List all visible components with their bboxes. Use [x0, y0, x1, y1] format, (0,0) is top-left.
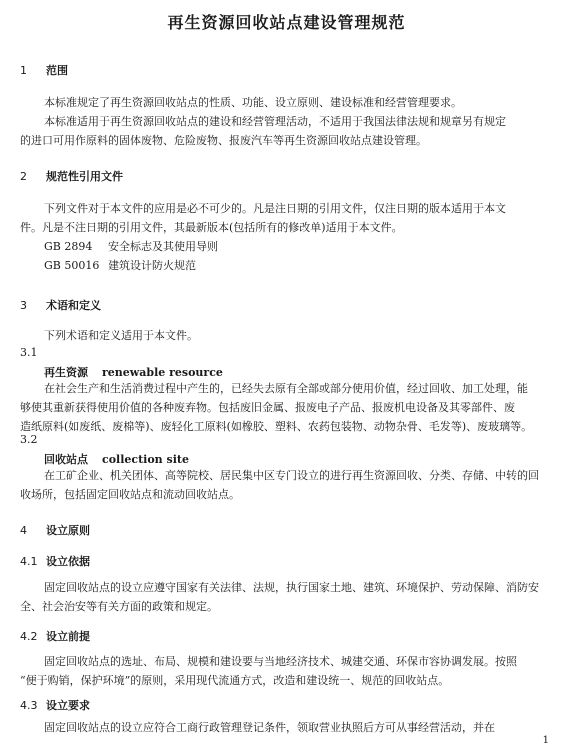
references-intro-paragraph: 下列文件对于本文件的应用是必不可少的。凡是注日期的引用文件，仅注日期的版本适用于本文 件。凡是不注日期的引用文件，其最新版本(包括所有的修改单)适用于本文件。	[20, 202, 506, 234]
term-heading: 再生资源 renewable resource	[44, 366, 223, 379]
term-heading: 回收站点 collection site	[44, 453, 189, 466]
basis-paragraph: 固定回收站点的设立应遵守国家有关法律、法规，执行国家土地、建筑、环境保护、劳动保障、消防安 全、社会治安等有关方面的政策和规定。	[20, 581, 539, 613]
term-number: 3.2	[20, 433, 38, 446]
subsection-heading-requirement: 4.3 设立要求	[20, 699, 90, 712]
section-heading-terms: 3 术语和定义	[20, 299, 101, 312]
term-definition: 在社会生产和生活消费过程中产生的，已经失去原有全部或部分使用价值，经过回收、加工处理，能 够使其重新获得使用价值的各种废弃物。包括废旧金属、报废电子产品、报废机电设备及其零部件、废 造纸原料(如废纸、废棉等)、废轻化工原料(如橡胶、塑料、农药包装物、动物杂骨、毛发等)、废玻璃等。	[20, 382, 533, 433]
section-heading-normative-references: 2 规范性引用文件	[20, 170, 123, 183]
term-definition: 在工矿企业、机关团体、高等院校、居民集中区专门设立的进行再生资源回收、分类、存储、中转的回 收场所，包括固定回收站点和流动回收站点。	[20, 469, 539, 501]
reference-item: GB 2894 安全标志及其使用导则	[44, 240, 218, 253]
term-number: 3.1	[20, 346, 38, 359]
premise-paragraph: 固定回收站点的选址、布局、规模和建设要与当地经济技术、城建交通、环保市容协调发展。按照 “便于购销，保护环境”的原则，采用现代流通方式，改造和建设统一、规范的回收站点。	[20, 655, 517, 687]
subsection-heading-premise: 4.2 设立前提	[20, 630, 90, 643]
reference-item: GB 50016 建筑设计防火规范	[44, 259, 196, 272]
scope-paragraph-2: 本标准适用于再生资源回收站点的建设和经营管理活动，不适用于我国法律法规和规章另有规定 的进口可用作原料的固体废物、危险废物、报废汽车等再生资源回收站点建设管理。	[20, 115, 506, 147]
scope-paragraph-1: 本标准规定了再生资源回收站点的性质、功能、设立原则、建设标准和经营管理要求。	[44, 96, 462, 109]
document-title: 再生资源回收站点建设管理规范	[167, 13, 406, 32]
page-number: 1	[542, 735, 549, 746]
subsection-heading-basis: 4.1 设立依据	[20, 555, 90, 568]
section-heading-principles: 4 设立原则	[20, 524, 90, 537]
terms-intro-paragraph: 下列术语和定义适用于本文件。	[44, 329, 198, 342]
section-heading-scope: 1 范围	[20, 64, 68, 77]
requirement-paragraph: 固定回收站点的设立应符合工商行政管理登记条件，领取营业执照后方可从事经营活动，并在	[44, 721, 495, 734]
